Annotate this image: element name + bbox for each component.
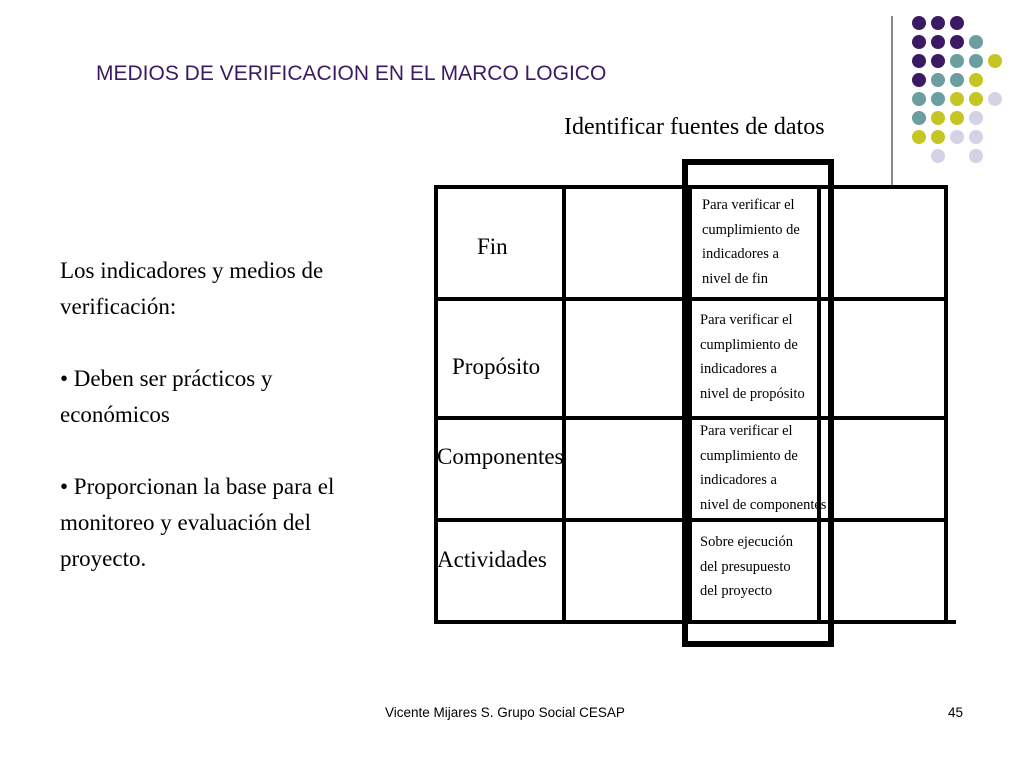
cell-componentes: Para verificar el cumplimiento de indicadores a nivel de componentes xyxy=(700,423,827,513)
decor-dot xyxy=(969,130,983,144)
decor-dot xyxy=(912,92,926,106)
decor-dot xyxy=(931,35,945,49)
decor-dot xyxy=(912,130,926,144)
page-number: 45 xyxy=(948,705,964,720)
decor-dot xyxy=(950,16,964,30)
decor-dot xyxy=(950,73,964,87)
row-label-actividades: Actividades xyxy=(437,547,547,572)
bullet2-line-2: monitoreo y evaluación del xyxy=(60,510,312,535)
cell-actividades: Sobre ejecución del presupuesto del proyecto xyxy=(700,534,794,599)
decor-dot xyxy=(912,73,926,87)
row-label-proposito: Propósito xyxy=(452,354,541,379)
decor-dot xyxy=(931,111,945,125)
left-text-block xyxy=(60,253,390,577)
decor-dot xyxy=(912,16,926,30)
bullet2-line-1: • Proporcionan la base para el xyxy=(60,474,335,499)
row-label-fin: Fin xyxy=(477,234,508,259)
decor-dot xyxy=(969,92,983,106)
decor-dot xyxy=(969,111,983,125)
bullet2-line-3: proyecto. xyxy=(60,546,147,571)
decor-dot xyxy=(969,35,983,49)
decor-dot xyxy=(931,16,945,30)
decor-dot xyxy=(912,35,926,49)
decor-dot xyxy=(988,92,1002,106)
cell-proposito: Para verificar el cumplimiento de indicadores a nivel de propósito xyxy=(700,312,805,402)
grid-line xyxy=(562,185,566,624)
decor-dot xyxy=(950,54,964,68)
decor-dot xyxy=(950,35,964,49)
decor-dot xyxy=(931,130,945,144)
decor-dot xyxy=(950,130,964,144)
decor-dot xyxy=(912,54,926,68)
intro-line-2: verificación: xyxy=(60,294,177,319)
decor-dot xyxy=(950,92,964,106)
subtitle: Identificar fuentes de datos xyxy=(564,114,825,140)
cell-fin: Para verificar el cumplimiento de indicadores a nivel de fin xyxy=(702,197,800,287)
decor-dot xyxy=(950,111,964,125)
grid-line xyxy=(944,185,948,624)
bullet1-line-2: económicos xyxy=(60,402,170,427)
decor-dot xyxy=(912,111,926,125)
bullet1-line-1: • Deben ser prácticos y xyxy=(60,366,273,391)
decor-dot xyxy=(931,73,945,87)
decor-dot xyxy=(931,54,945,68)
footer-text: Vicente Mijares S. Grupo Social CESAP xyxy=(385,705,625,720)
intro-line-1: Los indicadores y medios de xyxy=(60,258,324,283)
decorative-vertical-rule xyxy=(891,16,893,186)
decor-dot xyxy=(931,92,945,106)
decor-dot xyxy=(969,54,983,68)
decor-dot xyxy=(931,149,945,163)
row-label-componentes: Componentes xyxy=(437,444,564,469)
decor-dot xyxy=(969,73,983,87)
decor-dot xyxy=(969,149,983,163)
slide-title: MEDIOS DE VERIFICACION EN EL MARCO LOGICO xyxy=(96,62,607,85)
decor-dot xyxy=(988,54,1002,68)
